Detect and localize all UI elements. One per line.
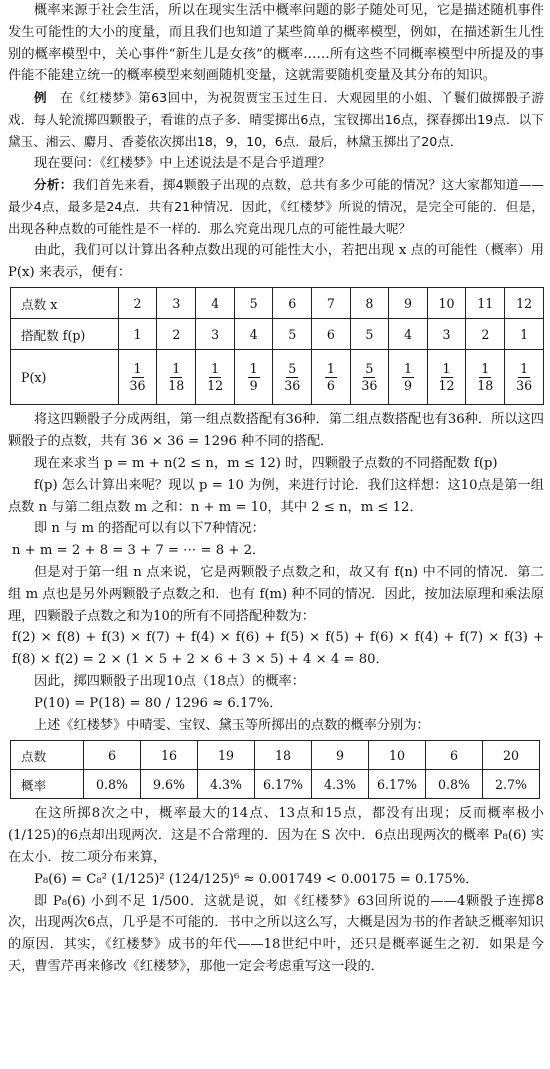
t2-points-row — [11, 741, 540, 770]
table-cell: 11 — [466, 288, 505, 319]
table-cell: 9.6% — [141, 770, 198, 799]
table-cell: 3 — [196, 319, 235, 350]
table-cell: 6 — [84, 741, 141, 770]
table-cell: 6.17% — [369, 770, 426, 799]
fp-paragraph: f(p) 怎么计算出来呢？现以 p = 10 为例，来进行讨论．我们这样想：这10点是第一组点数 n 与第二组点数 m 之和：n + m = 10，其中 2 ≤ n，m ≤ 12． — [8, 477, 544, 515]
equation-sum: f(2) × f(8) + f(3) × f(7) + f(4) × f(6) + f(5) × f(5) + f(6) × f(4) + f(7) × f(3) + f(8) × f(2) = 2 × (1 × 5 + 2 × 6 + 3 × 5) + 4 × 4 = 80． — [12, 630, 544, 668]
table-cell: 0.8% — [84, 770, 141, 799]
table-cell: 10 — [427, 288, 466, 319]
table2-intro: 上述《红楼梦》中晴雯、宝钗、黛玉等所掷出的点数的概率分别为： — [34, 717, 430, 733]
table-cell: 18 — [255, 741, 312, 770]
fraction-cell: $\frac{5}{36}$ — [273, 350, 312, 405]
table-cell: 0.8% — [426, 770, 483, 799]
table-cell: 3 — [427, 319, 466, 350]
table-cell: 6 — [273, 288, 312, 319]
probability-table — [10, 287, 544, 405]
table-cell: 2.7% — [483, 770, 540, 799]
table-cell: 5 — [350, 319, 389, 350]
equation-p10: P(10) = P(18) = 80 / 1296 ≈ 6.17%． — [34, 695, 283, 711]
table-intro: 由此，我们可以计算出各种点数出现的可能性大小，若把出现 x 点的可能性（概率）用 P(x) 来表示，便有： — [8, 242, 544, 280]
final-paragraph: 即 P₈(6) 小到不足 1/500．这就是说，如《红楼梦》63回所说的——4颗骰子连掷8次，出现两次6点，几乎是不可能的．书中之所以这么写，大概是因为书的作者缺乏概率知识的原因．其实，《红楼梦》成书的年代——18世纪中叶，还只是概率诞生之初．如果是今天，曹雪芹再来修改《红楼梦》，那他一定会考虑重写这一段的． — [8, 893, 544, 974]
counts-row — [11, 319, 544, 350]
table-cell: 4 — [389, 319, 427, 350]
fraction-cell: $\frac{1}{12}$ — [427, 350, 466, 405]
table-cell: 9 — [389, 288, 427, 319]
but-paragraph: 但是对于第一组 n 点来说，它是两颗骰子点数之和，故又有 f(n) 中不同的情况．第二组 m 点也是另外两颗骰子点数之和．也有 f(m) 种不同的情况．因此，按加法原理和乘法原理，四颗骰子点数之和为10的所有不同搭配种数为： — [8, 564, 544, 624]
probability-row — [11, 350, 544, 405]
fraction-cell: $\frac{5}{36}$ — [350, 350, 389, 405]
fraction-cell: $\frac{1}{18}$ — [466, 350, 505, 405]
table-cell: 10 — [369, 741, 426, 770]
table-cell: 4 — [234, 319, 272, 350]
table-cell: 1 — [505, 319, 544, 350]
fraction-cell: $\frac{1}{12}$ — [196, 350, 235, 405]
table-cell: 8 — [350, 288, 389, 319]
table-cell: 4 — [196, 288, 235, 319]
example-paragraph — [8, 87, 544, 152]
hence-paragraph: 因此，掷四颗骰子出现10点（18点）的概率： — [34, 673, 305, 689]
now-paragraph: 现在来求当 p = m + n(2 ≤ n，m ≤ 12) 时，四颗骰子点数的不同搭配数 f(p) — [34, 455, 498, 471]
table-cell: 2 — [157, 319, 196, 350]
intro-paragraph: 概率来源于社会生活，所以在现实生活中概率问题的影子随处可见，它是描述随机事件发生可能性的大小的度量，而且我们也知道了某些简单的概率模型，例如，在描述新生儿性别的概率模型中，关心事件“新生儿是女孩”的概率……所有这些不同概率模型中所提及的事件能不能建立统一的概率模型来刻画随机变量，这就需要随机变量及其分布的知识。 — [8, 3, 544, 84]
analysis-paragraph — [8, 174, 544, 239]
fraction-cell: $\frac{1}{36}$ — [505, 350, 544, 405]
equation-seven: n + m = 2 + 8 = 3 + 7 = ⋯ = 8 + 2． — [12, 543, 266, 559]
row-header-points: 点数 x — [11, 288, 119, 319]
row-header-probability: P(x) — [11, 350, 119, 405]
table-cell: 6.17% — [255, 770, 312, 799]
table-cell: 16 — [141, 741, 198, 770]
table-cell: 4.3% — [312, 770, 369, 799]
t2-row-header-points: 点数 — [11, 741, 84, 770]
table-cell: 19 — [198, 741, 255, 770]
table-cell: 12 — [505, 288, 544, 319]
document-page — [8, 0, 544, 978]
table-cell: 7 — [312, 288, 350, 319]
t2-probs-row — [11, 770, 540, 799]
table-cell: 3 — [157, 288, 196, 319]
question-paragraph: 现在要问：《红楼梦》中上述说法是不是合乎道理？ — [34, 155, 331, 171]
seven-cases-paragraph: 即 n 与 m 的搭配可以有以下7种情况： — [34, 521, 265, 537]
fraction-cell: $\frac{1}{18}$ — [157, 350, 196, 405]
table-cell: 5 — [273, 319, 312, 350]
table-cell: 6 — [312, 319, 350, 350]
table-cell: 4.3% — [198, 770, 255, 799]
table-cell: 9 — [312, 741, 369, 770]
example-label: 例 — [34, 90, 47, 106]
row-header-counts: 搭配数 f(p) — [11, 319, 119, 350]
eight-throws-paragraph: 在这所掷8次之中，概率最大的14点、13点和15点，都没有出现；反而概率极小(1/125)的6点却出现两次．这是不合常理的．因为在 S 次中．6点出现两次的概率 P₈(6) 实在太小．按二项分布来算， — [8, 806, 544, 865]
analysis-text: 我们首先来看，掷4颗骰子出现的点数，总共有多少可能的情况？这大家都知道——最少4点，最多是24点．共有21种情况．因此，《红楼梦》所说的情况，是完全可能的．但是，出现各种点数的可能性是不一样的．那么究竟出现几点的可能性最大呢？ — [8, 177, 545, 236]
fraction-cell: $\frac{1}{6}$ — [312, 350, 350, 405]
hongloumeng-table — [10, 740, 540, 799]
table-cell: 1 — [118, 319, 157, 350]
fraction-cell: $\frac{1}{9}$ — [234, 350, 272, 405]
table-cell: 2 — [118, 288, 157, 319]
points-row — [11, 288, 544, 319]
fraction-cell: $\frac{1}{9}$ — [389, 350, 427, 405]
analysis-label: 分析： — [34, 177, 73, 193]
table-cell: 6 — [426, 741, 483, 770]
table-cell: 2 — [466, 319, 505, 350]
example-text: 在《红楼梦》第63回中，为祝贺贾宝玉过生日．大观园里的小姐、丫鬟们做掷骰子游戏．每人轮流掷四颗骰子，看谁的点子多．晴雯掷出6点，宝钗掷出16点，探春掷出19点．以下黛玉、湘云、麝月、香菱依次掷出18，9，10，6点．最后，林黛玉掷出了20点． — [8, 90, 545, 149]
t2-row-header-probs: 概率 — [11, 770, 84, 799]
equation-binomial: P₈(6) = C₈² (1/125)² (124/125)⁶ ≈ 0.001749 < 0.00175 = 0.175%． — [34, 871, 479, 887]
fraction-cell: $\frac{1}{36}$ — [118, 350, 157, 405]
table-cell: 20 — [483, 741, 540, 770]
after-table-paragraph: 将这四颗骰子分成两组，第一组点数搭配有36种．第二组点数搭配也有36种．所以这四颗骰子的点数，共有 36 × 36 = 1296 种不同的搭配． — [8, 412, 544, 450]
table-cell: 5 — [234, 288, 272, 319]
